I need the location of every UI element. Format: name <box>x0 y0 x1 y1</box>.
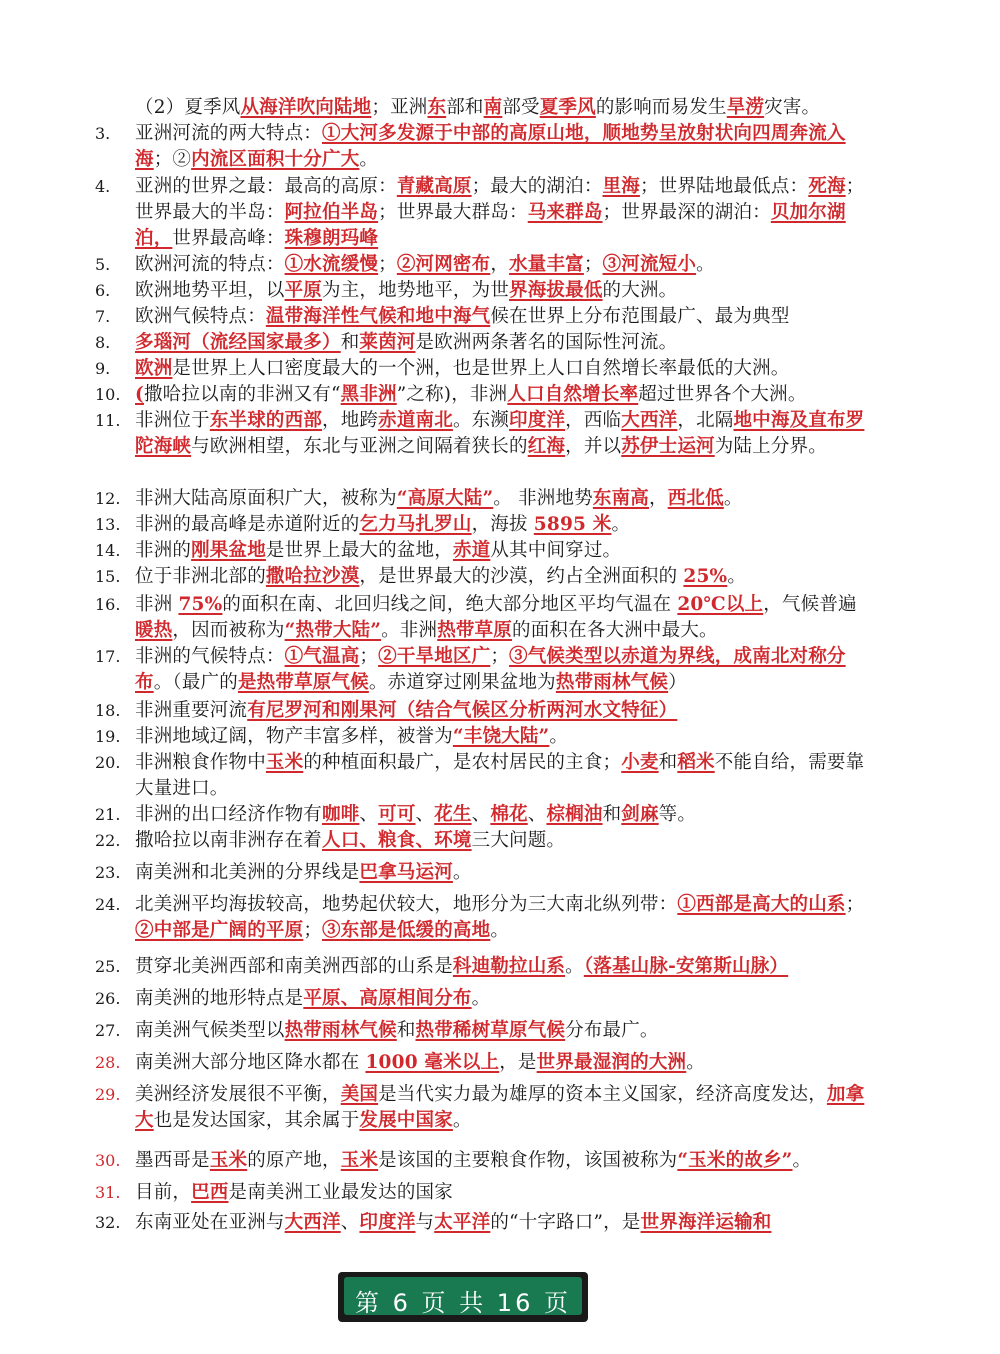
highlighted-keyword: 科迪勒拉山系 <box>452 956 566 977</box>
text-segment: 和 <box>396 1020 416 1041</box>
text-segment: 、 <box>340 1212 360 1233</box>
text-segment: ， <box>490 254 510 275</box>
text-segment: 的面积在南、北回归线之间，绝大部分地区平均气温在 <box>222 594 678 615</box>
text-segment: 北美洲平均海拔较高，地势起伏较大，地形分为三大南北纵列带： <box>135 894 678 915</box>
item-text <box>135 644 865 696</box>
highlighted-keyword: 世界海洋运输和 <box>640 1212 772 1233</box>
text-segment: 的原产地， <box>247 1150 341 1171</box>
item-number: 21. <box>95 805 121 824</box>
text-segment: 目前， <box>135 1182 192 1203</box>
highlighted-keyword: “热带大陆” <box>284 620 382 641</box>
text-segment: 非洲的 <box>135 540 192 561</box>
text-segment: 。 <box>471 988 491 1009</box>
text-segment: 、 <box>471 804 491 825</box>
highlighted-keyword: 稻米 <box>677 752 715 773</box>
highlighted-keyword: ②中部是广阔的平原 <box>135 920 304 941</box>
highlighted-keyword: 东半球的西部 <box>209 410 323 431</box>
item-text <box>135 95 865 121</box>
text-segment: 撒哈拉以南的非洲又有“ <box>143 384 341 405</box>
highlighted-keyword: 太平洋 <box>434 1212 491 1233</box>
text-segment: 的“十字路口”，是 <box>490 1212 641 1233</box>
text-segment: 贯穿北美洲西部和南美洲西部的山系是 <box>135 956 453 977</box>
text-segment: 非洲重要河流 <box>135 700 248 721</box>
highlighted-keyword: 欧洲 <box>135 358 173 379</box>
item-number: 19. <box>95 727 121 746</box>
text-segment: 灾害。 <box>764 97 821 118</box>
text-segment: ，是 <box>499 1052 537 1073</box>
text-segment: 的面积在各大洲中最大。 <box>512 620 718 641</box>
text-segment: ； <box>303 920 323 941</box>
item-text <box>135 538 865 564</box>
highlighted-keyword: 美国 <box>340 1084 379 1105</box>
text-segment: 南美洲的地形特点是 <box>135 988 304 1009</box>
text-segment: 美洲经济发展很不平衡， <box>135 1084 341 1105</box>
text-segment: ，是世界最大的沙漠，约占全洲面积的 <box>359 566 684 587</box>
item-text <box>135 592 865 644</box>
highlighted-keyword: 青藏高原 <box>396 176 472 197</box>
text-segment: ；世界最大群岛： <box>378 202 528 223</box>
text-segment: ，因而被称为 <box>172 620 285 641</box>
text-segment: 。东濒 <box>452 410 510 431</box>
text-segment: 三大问题。 <box>471 830 566 851</box>
highlighted-keyword: 多瑙河（流经国家最多） <box>135 332 341 353</box>
text-segment: 是该国的主要粮食作物，该国被称为 <box>378 1150 678 1171</box>
highlighted-keyword: 温带海洋性气候和地中海气 <box>265 306 491 327</box>
text-segment: ；最大的湖泊： <box>471 176 603 197</box>
highlighted-keyword: 西北低 <box>667 488 724 509</box>
item-number: 29. <box>95 1085 121 1104</box>
highlighted-keyword: “丰饶大陆” <box>452 726 550 747</box>
text-segment: ；世界陆地最低点： <box>639 176 809 197</box>
text-segment: ， <box>649 488 668 509</box>
item-text <box>135 724 865 750</box>
text-segment: 。 <box>792 1150 812 1171</box>
text-segment: 和 <box>658 752 678 773</box>
highlighted-keyword: 暖热 <box>135 620 173 641</box>
text-segment: ； <box>490 646 510 667</box>
item-number: 11. <box>95 411 121 430</box>
highlighted-keyword: 巴拿马运河 <box>359 862 453 883</box>
text-segment: 非洲位于 <box>135 410 210 431</box>
highlighted-keyword: 棉花 <box>490 804 528 825</box>
highlighted-keyword: 1000 毫米以上 <box>365 1052 500 1073</box>
highlighted-keyword: 从海洋吹向陆地 <box>240 97 372 118</box>
item-text <box>135 564 865 590</box>
item-number: 23. <box>95 863 121 882</box>
item-number: 7. <box>95 307 111 326</box>
item-text <box>135 330 865 356</box>
text-segment: 非洲的出口经济作物有 <box>135 804 323 825</box>
item-text <box>135 1018 865 1044</box>
highlighted-keyword: 东南高 <box>592 488 649 509</box>
highlighted-keyword: （落基山脉-安第斯山脉） <box>583 956 789 977</box>
item-text <box>135 304 865 330</box>
highlighted-keyword: 死海 <box>808 176 846 197</box>
highlighted-keyword: 珠穆朗玛峰 <box>284 228 379 249</box>
item-number: 6. <box>95 281 111 300</box>
text-segment: ） <box>668 672 687 693</box>
highlighted-keyword: 人口自然增长率 <box>507 384 639 405</box>
text-segment: 。 <box>452 1110 472 1131</box>
text-segment: 、 <box>415 804 435 825</box>
item-text <box>135 750 865 802</box>
item-text <box>135 356 865 382</box>
text-segment: ，气候普遍 <box>763 594 857 615</box>
text-segment: 亚洲河流的两大特点： <box>135 123 323 144</box>
item-text <box>135 1050 865 1076</box>
item-text <box>135 1180 865 1206</box>
text-segment: 、 <box>527 804 547 825</box>
highlighted-keyword: 赤道 <box>452 540 491 561</box>
text-segment: 。 <box>696 254 715 275</box>
item-text <box>135 1210 865 1236</box>
item-text <box>135 698 865 724</box>
highlighted-keyword: ③东部是低缓的高地 <box>322 920 491 941</box>
highlighted-keyword: 贝加尔湖泊， <box>135 202 846 249</box>
item-text <box>135 860 865 886</box>
text-segment: 欧洲河流的特点： <box>135 254 285 275</box>
item-text <box>135 278 865 304</box>
text-segment: 非洲 <box>135 594 179 615</box>
text-segment: ； <box>583 254 603 275</box>
highlighted-keyword: ①大河多发源于中部的高原山地，顺地势呈放射状向四周奔流入海 <box>135 123 846 170</box>
text-segment: ，西临 <box>565 410 622 431</box>
text-segment: 南美洲气候类型以 <box>135 1020 285 1041</box>
highlighted-keyword: 人口、粮食、环境 <box>322 830 472 851</box>
highlighted-keyword: ③河流短小 <box>602 254 697 275</box>
highlighted-keyword: 剑麻 <box>621 804 659 825</box>
highlighted-keyword: 地中海及直布罗陀海峡 <box>135 410 865 457</box>
highlighted-keyword: ②河网密布 <box>396 254 491 275</box>
text-segment: 的种植面积最广，是农村居民的主食； <box>303 752 622 773</box>
text-segment: 为陆上分界。 <box>714 436 827 457</box>
item-text <box>135 121 865 173</box>
item-number: 22. <box>95 831 121 850</box>
highlighted-keyword: 苏伊士运河 <box>621 436 715 457</box>
highlighted-keyword: 玉米 <box>265 752 304 773</box>
item-text <box>135 1148 865 1174</box>
text-segment: 非洲粮食作物中 <box>135 752 266 773</box>
page-indicator-label: 第 6 页 共 16 页 <box>355 1289 571 1317</box>
text-segment: ；世界最大的半岛： <box>135 176 865 223</box>
text-segment: 与欧洲相望，东北与亚洲之间隔着狭长的 <box>191 436 528 457</box>
item-number: 16. <box>95 595 121 614</box>
text-segment: ，并以 <box>565 436 622 457</box>
text-segment: （2）夏季风 <box>135 97 241 118</box>
highlighted-keyword: 20℃以上 <box>677 594 764 615</box>
highlighted-keyword: 夏季风 <box>539 97 596 118</box>
item-number: 10. <box>95 385 121 404</box>
item-text <box>135 828 865 854</box>
highlighted-keyword: 黑非洲 <box>340 384 397 405</box>
highlighted-keyword: 咖啡 <box>322 804 360 825</box>
page-indicator <box>338 1272 588 1322</box>
highlighted-keyword: 内流区面积十分广大 <box>191 149 360 170</box>
highlighted-keyword: 玉米 <box>340 1150 379 1171</box>
text-segment: 也是发达国家，其余属于 <box>153 1110 360 1131</box>
highlighted-keyword: 印度洋 <box>359 1212 416 1233</box>
highlighted-keyword: 马来群岛 <box>527 202 603 223</box>
highlighted-keyword: 5895 米 <box>533 514 612 535</box>
highlighted-keyword: 世界最湿润的大洲 <box>536 1052 687 1073</box>
text-segment: 和 <box>340 332 360 353</box>
text-segment: 为主，地势地平，为世 <box>322 280 510 301</box>
text-segment: 非洲大陆高原面积广大，被称为 <box>135 488 397 509</box>
highlighted-keyword: 赤道南北 <box>378 410 453 431</box>
highlighted-keyword: 水量丰富 <box>509 254 584 275</box>
text-segment: 撒哈拉以南非洲存在着 <box>135 830 323 851</box>
item-text <box>135 954 865 980</box>
text-segment: 。 <box>723 488 743 509</box>
highlighted-keyword: 莱茵河 <box>359 332 416 353</box>
text-segment: 亚洲的世界之最：最高的高原： <box>135 176 397 197</box>
highlighted-keyword: 75% <box>178 594 223 615</box>
text-segment: 。 <box>565 956 584 977</box>
item-number: 9. <box>95 359 111 378</box>
item-text <box>135 382 865 408</box>
text-segment: ； <box>359 646 379 667</box>
text-segment: 。 <box>727 566 747 587</box>
highlighted-keyword: 热带稀树草原气候 <box>415 1020 566 1041</box>
highlighted-keyword: “玉米的故乡” <box>677 1150 793 1171</box>
text-segment: 。 <box>686 1052 705 1073</box>
text-segment: ，地跨 <box>322 410 379 431</box>
text-segment: 是当代实力最为雄厚的资本主义国家，经济高度发达， <box>378 1084 827 1105</box>
item-number: 26. <box>95 989 121 1008</box>
highlighted-keyword: 南 <box>483 97 503 118</box>
item-number: 4. <box>95 177 111 196</box>
item-text <box>135 486 865 512</box>
highlighted-keyword: 乞力马扎罗山 <box>359 514 472 535</box>
highlighted-keyword: 25% <box>683 566 728 587</box>
text-segment: 候在世界上分布范围最广、最为典型 <box>490 306 790 327</box>
highlighted-keyword: ②干旱地区广 <box>378 646 491 667</box>
item-number: 27. <box>95 1021 121 1040</box>
highlighted-keyword: 刚果盆地 <box>191 540 266 561</box>
highlighted-keyword: 花生 <box>434 804 472 825</box>
text-segment: 南美洲和北美洲的分界线是 <box>135 862 360 883</box>
item-number: 3. <box>95 124 111 143</box>
highlighted-keyword: 热带雨林气候 <box>284 1020 397 1041</box>
item-number: 32. <box>95 1213 121 1232</box>
text-segment: 。非洲 <box>381 620 438 641</box>
text-segment: 非洲的气候特点： <box>135 646 285 667</box>
item-number: 13. <box>95 515 121 534</box>
text-segment: 南美洲大部分地区降水都在 <box>135 1052 366 1073</box>
text-segment: 是世界上人口密度最大的一个洲，也是世界上人口自然增长率最低的大洲。 <box>172 358 790 379</box>
highlighted-keyword: 加拿大 <box>135 1084 865 1131</box>
text-segment: 的大洲。 <box>602 280 678 301</box>
text-segment: 。 非洲地势 <box>493 488 593 509</box>
text-segment: 。 <box>611 514 631 535</box>
highlighted-keyword: 红海 <box>527 436 566 457</box>
text-segment: 。 <box>359 149 379 170</box>
item-text <box>135 174 865 252</box>
text-segment: ；亚洲 <box>371 97 428 118</box>
item-text <box>135 892 865 944</box>
text-segment: 是南美洲工业最发达的国家 <box>228 1182 453 1203</box>
highlighted-keyword: 是热带草原气候 <box>237 672 369 693</box>
item-number: 30. <box>95 1151 121 1170</box>
item-number: 25. <box>95 957 121 976</box>
highlighted-keyword: ( <box>135 384 144 405</box>
item-number: 12. <box>95 489 121 508</box>
item-text <box>135 512 865 538</box>
highlighted-keyword: ①水流缓慢 <box>284 254 379 275</box>
text-segment: 世界最高峰： <box>172 228 285 249</box>
highlighted-keyword: 印度洋 <box>509 410 566 431</box>
highlighted-keyword: 里海 <box>602 176 640 197</box>
text-segment: 非洲的最高峰是赤道附近的 <box>135 514 360 535</box>
highlighted-keyword: ①西部是高大的山系 <box>677 894 846 915</box>
item-text <box>135 802 865 828</box>
highlighted-keyword: 有尼罗河和刚果河（结合气候区分析两河水文特征） <box>247 700 678 721</box>
text-segment: 和 <box>602 804 622 825</box>
text-segment: 从其中间穿过。 <box>490 540 622 561</box>
text-segment: 等。 <box>658 804 697 825</box>
highlighted-keyword: 可可 <box>378 804 416 825</box>
item-number: 14. <box>95 541 121 560</box>
highlighted-keyword: 热带雨林气候 <box>555 672 669 693</box>
text-segment: 位于非洲北部的 <box>135 566 266 587</box>
text-segment: 非洲地域辽阔，物产丰富多样，被誉为 <box>135 726 453 747</box>
text-segment: ”之称)，非洲 <box>396 384 508 405</box>
text-segment: 与 <box>415 1212 435 1233</box>
text-segment: 欧洲气候特点： <box>135 306 266 327</box>
item-number: 31. <box>95 1183 121 1202</box>
text-segment: 。 <box>549 726 569 747</box>
page-indicator-bg <box>344 1277 582 1315</box>
text-segment: 。 <box>452 862 472 883</box>
item-text <box>135 252 865 278</box>
text-segment: 是世界上最大的盆地， <box>265 540 453 561</box>
highlighted-keyword: 撒哈拉沙漠 <box>265 566 360 587</box>
item-text <box>135 1082 865 1134</box>
item-number: 24. <box>95 895 121 914</box>
highlighted-keyword: 平原、高原相间分布 <box>303 988 472 1009</box>
highlighted-keyword: 发展中国家 <box>359 1110 453 1131</box>
text-segment: 东南亚处在亚洲与 <box>135 1212 285 1233</box>
highlighted-keyword: 阿拉伯半岛 <box>284 202 379 223</box>
text-segment: 。赤道穿过刚果盆地为 <box>368 672 556 693</box>
highlighted-keyword: 大西洋 <box>621 410 678 431</box>
text-segment: 部和 <box>446 97 484 118</box>
highlighted-keyword: 巴西 <box>191 1182 229 1203</box>
highlighted-keyword: 大西洋 <box>284 1212 341 1233</box>
highlighted-keyword: 小麦 <box>621 752 659 773</box>
text-segment: 分布最广。 <box>565 1020 659 1041</box>
highlighted-keyword: “高原大陆” <box>396 488 494 509</box>
item-text <box>135 408 865 460</box>
highlighted-keyword: 界海拔最低 <box>509 280 603 301</box>
text-segment: ，海拔 <box>471 514 534 535</box>
item-text <box>135 986 865 1012</box>
text-segment: ； <box>378 254 397 275</box>
text-segment: 是欧洲两条著名的国际性河流。 <box>415 332 678 353</box>
item-number: 17. <box>95 647 121 666</box>
text-segment: 欧洲地势平坦，以 <box>135 280 285 301</box>
highlighted-keyword: 平原 <box>284 280 323 301</box>
highlighted-keyword: 东 <box>427 97 447 118</box>
text-segment: ；② <box>153 149 192 170</box>
text-segment: 、 <box>359 804 379 825</box>
item-number: 5. <box>95 255 111 274</box>
highlighted-keyword: 旱涝 <box>726 97 765 118</box>
text-segment: 超过世界各个大洲。 <box>638 384 807 405</box>
text-segment: 不能自给，需要靠大量进口。 <box>135 752 865 799</box>
highlighted-keyword: 棕榈油 <box>546 804 603 825</box>
item-number: 8. <box>95 333 111 352</box>
text-segment: ，北隔 <box>677 410 734 431</box>
text-segment: ；世界最深的湖泊： <box>602 202 771 223</box>
highlighted-keyword: 热带草原 <box>437 620 513 641</box>
text-segment: 墨西哥是 <box>135 1150 210 1171</box>
highlighted-keyword: ③气候类型以赤道为界线，成南北对称分布 <box>135 646 846 693</box>
text-segment: ； <box>845 894 865 915</box>
text-segment: 的影响而易发生 <box>595 97 727 118</box>
item-number: 18. <box>95 701 121 720</box>
highlighted-keyword: ①气温高 <box>284 646 360 667</box>
text-segment: 。（最广的 <box>153 672 238 693</box>
item-number: 28. <box>95 1053 121 1072</box>
text-segment: 部受 <box>502 97 540 118</box>
text-segment: 。 <box>490 920 510 941</box>
item-number: 20. <box>95 753 121 772</box>
highlighted-keyword: 玉米 <box>209 1150 248 1171</box>
item-number: 15. <box>95 567 121 586</box>
